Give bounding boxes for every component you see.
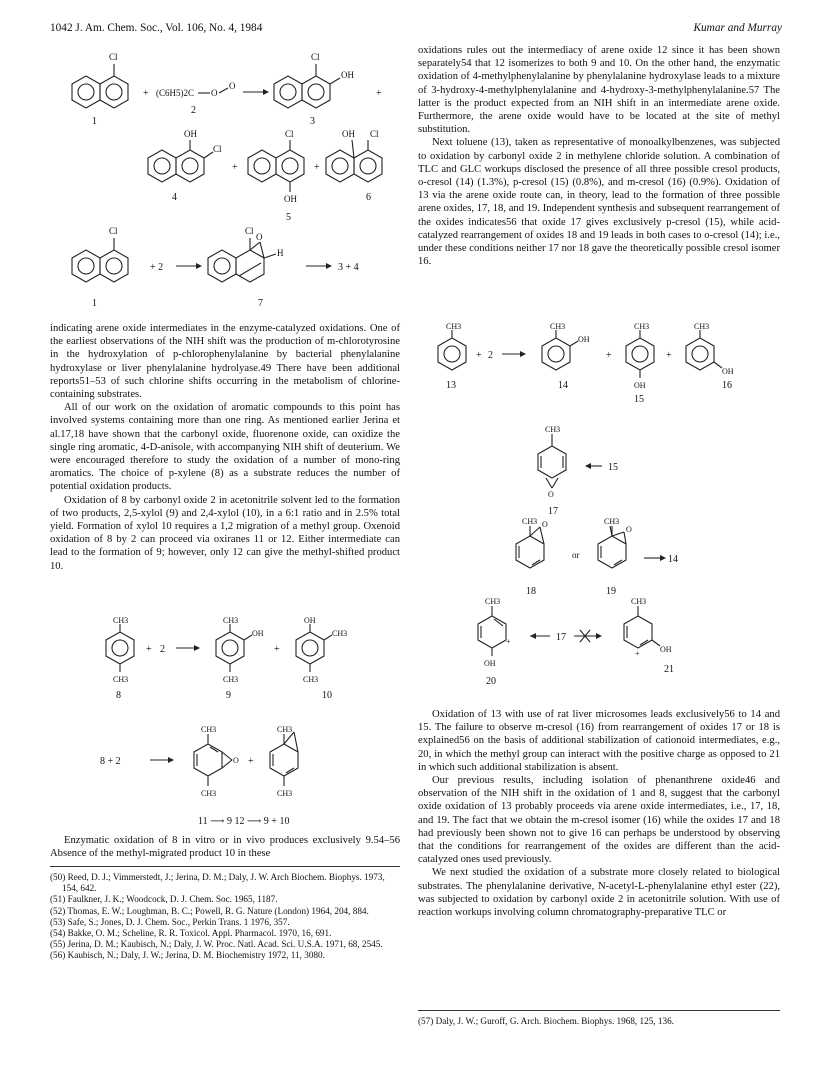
molecule-13 bbox=[438, 330, 466, 370]
plus: + bbox=[248, 756, 254, 767]
ch3-label: CH3 bbox=[223, 616, 239, 625]
cl-label: Cl bbox=[285, 129, 294, 139]
label-1: 1 bbox=[92, 116, 97, 127]
label-6: 6 bbox=[366, 192, 371, 203]
label-3: 3 bbox=[310, 116, 315, 127]
ch3-label: CH3 bbox=[277, 725, 293, 734]
ch3-label: CH3 bbox=[277, 789, 293, 798]
ch3-label: CH3 bbox=[332, 629, 348, 638]
label-13: 13 bbox=[446, 380, 456, 391]
reference: (50) Reed, D. J.; Vimmerstedt, J.; Jerina, D. M.; Daly, J. W. Arch Biochem. Biophys. 1973, 154, 642. bbox=[50, 872, 385, 894]
oh-label: OH bbox=[578, 335, 590, 344]
paragraph: oxidations rules out the intermediacy of arene oxide 12 since it has been shown separately54 that 12 isomerizes to both 9 and 10. On the other hand, the enzymatic oxidation of 4-methylphenylalanine by phenylalanine hydroxylase leads to a mixture of 3-hydroxy-4-methylphenylalanine and 4-hydroxy-3-methylphenylalanine.57 The latter is the product expected from an NIH shift in an intermediate arene oxide. Furthermore, the arene oxide would have to be located at the site of methyl substitution. bbox=[418, 45, 780, 136]
molecule-10 bbox=[296, 624, 332, 672]
label-2: 2 bbox=[191, 105, 196, 116]
molecule-11 bbox=[194, 734, 232, 786]
label-21: 21 bbox=[664, 664, 674, 675]
left-column-body-2 bbox=[50, 834, 400, 860]
scheme-3-svg bbox=[420, 322, 780, 700]
molecule-18 bbox=[516, 526, 544, 568]
paragraph: Enzymatic oxidation of 8 in vitro or in vivo produces exclusively 9.54–56 Absence of the methyl-migrated product 10 in these bbox=[50, 835, 400, 860]
plus: + bbox=[476, 350, 482, 361]
oh-label: OH bbox=[484, 659, 496, 668]
molecule-21 bbox=[624, 606, 660, 648]
o-label: O bbox=[542, 520, 548, 529]
label-20: 20 bbox=[486, 676, 496, 687]
scheme-xylene-oxidation bbox=[80, 616, 380, 834]
plus: + bbox=[274, 644, 280, 655]
svg-text:2: 2 bbox=[160, 644, 165, 655]
o-label: O bbox=[548, 490, 554, 499]
label-7: 7 bbox=[258, 298, 263, 309]
ch3-label: CH3 bbox=[604, 517, 620, 526]
reference: (51) Faulkner, J. K.; Woodcock, D. J. Chem. Soc. 1965, 1187. bbox=[50, 894, 278, 905]
charge-plus: + bbox=[506, 637, 511, 646]
plus: + bbox=[146, 644, 152, 655]
footnote-rule bbox=[50, 866, 400, 867]
o-label: O bbox=[211, 88, 218, 98]
o-label: O bbox=[256, 232, 263, 242]
label-9: 9 bbox=[226, 690, 231, 701]
molecule-7 bbox=[208, 238, 276, 282]
cl-label: Cl bbox=[370, 129, 379, 139]
molecule-15 bbox=[626, 330, 654, 378]
molecule-14 bbox=[542, 330, 578, 370]
oh-label: OH bbox=[341, 70, 354, 80]
oh-label: OH bbox=[284, 194, 297, 204]
molecule-20 bbox=[478, 606, 506, 656]
o-label: O bbox=[233, 756, 239, 765]
reference: (54) Bakke, O. M.; Scheline, R. R. Toxicol. Appl. Pharmacol. 1970, 16, 691. bbox=[50, 928, 332, 939]
label-1b: 1 bbox=[92, 298, 97, 309]
molecule-1 bbox=[72, 64, 128, 108]
oh-label: OH bbox=[634, 381, 646, 390]
ch3-label: CH3 bbox=[550, 322, 566, 331]
oh-label: OH bbox=[184, 129, 197, 139]
label-10: 10 bbox=[322, 690, 332, 701]
plus: + bbox=[376, 88, 382, 99]
label-14: 14 bbox=[558, 380, 568, 391]
label-17: 17 bbox=[548, 506, 558, 517]
paragraph: We next studied the oxidation of a substrate more closely related to biological substrates. The phenylalanine derivative, N-acetyl-L-phenylalanine ethyl ester (22), was subjected to oxidation by carbonyl oxide 2 in acetonitrile solution. With use of reaction workups involving column chromatography-preparative TLC or bbox=[418, 867, 780, 919]
molecule-3 bbox=[274, 64, 340, 108]
o-label: O bbox=[626, 525, 632, 534]
footnotes-left bbox=[50, 872, 400, 962]
reference: (55) Jerina, D. M.; Kaubisch, N.; Daly, J. W. Proc. Natl. Acad. Sci. U.S.A. 1971, 68, 2545. bbox=[50, 939, 383, 950]
ch3-label: CH3 bbox=[545, 425, 561, 434]
molecule-9 bbox=[216, 624, 252, 672]
molecule-12 bbox=[270, 732, 298, 786]
oh-label: OH bbox=[304, 616, 316, 625]
reference: (56) Kaubisch, N.; Daly, J. W.; Jerina, D. M. Biochemistry 1972, 11, 3080. bbox=[50, 950, 325, 961]
ch3-label: CH3 bbox=[522, 517, 538, 526]
scheme-2-svg bbox=[80, 616, 380, 834]
label-16: 16 bbox=[722, 380, 732, 391]
reference: (52) Thomas, E. W.; Loughman, B. C.; Powell, R. G. Nature (London) 1964, 204, 884. bbox=[50, 905, 369, 916]
label-4: 4 bbox=[172, 192, 177, 203]
paragraph: Oxidation of 13 with use of rat liver microsomes leads exclusively56 to 14 and 15. The failure to observe m-cresol (16) from rearrangement of oxides 17 or 18 is explained56 on the basis of additional stabilization of cationoid intermediates, e.g., 20, in which the methyl group can interact with the positive charge as opposed to 21 in which such additional stabilization is absent. bbox=[418, 709, 780, 773]
right-column-body-1 bbox=[418, 44, 780, 268]
paragraph: Next toluene (13), taken as representative of monoalkylbenzenes, was subjected to oxidation by carbonyl oxide 2 in methylene chloride solution. A combination of TLC and GLC workups disclosed the presence of all three possible cresol products, o-cresol (14) (1.3%), p-cresol (15) (0.8%), and m-cresol (16) (0.9%). Oxidation of 13 via the arene oxide route can, in theory, lead to the formation of three possible arene oxides, 17, 18, and 19. Independent synthesis and subsequent rearrangement of the oxides indicates56 that oxide 17 gives exclusively p-cresol (15), while acid-catalyzed rearrangement of oxides 18 and 19 leads in both cases to o-cresol (14); i.e., under these conditions neither 17 nor 18 gave the theoretically possible cresol isomer 16. bbox=[418, 137, 780, 268]
reference: (57) Daly, J. W.; Guroff, G. Arch. Biochem. Biophys. 1968, 125, 136. bbox=[418, 1016, 674, 1026]
ch3-label: CH3 bbox=[631, 597, 647, 606]
left-column-body-1 bbox=[50, 322, 400, 573]
product-14: 14 bbox=[668, 554, 678, 565]
oh-label: OH bbox=[252, 629, 264, 638]
molecule-16 bbox=[686, 330, 722, 370]
label-18: 18 bbox=[526, 586, 536, 597]
scheme-naphthalene-oxidation bbox=[48, 44, 398, 322]
charge-plus: + bbox=[635, 649, 640, 658]
h-label: H bbox=[277, 248, 284, 258]
plus: + bbox=[666, 350, 672, 361]
oh-label: OH bbox=[660, 645, 672, 654]
ch3-label: CH3 bbox=[485, 597, 501, 606]
molecule-17 bbox=[538, 434, 566, 488]
paragraph: Oxidation of 8 by carbonyl oxide 2 in acetonitrile solvent led to the formation of two products, 2,5-xylol (9) and 2,4-xylol (10), in a 6:1 ratio and in 2.5% total yield. Formation of xylol 10 requires a 1,2 migration of a methyl group. Oxenoid oxidation of 8 by 2 can proceed via oxiranes 11 or 12. Either intermediate can lead to the formation of 9; however, only 12 can give the methyl-shifted product 10. bbox=[50, 494, 400, 572]
rearrangement-paths: 11 ⟶ 9 12 ⟶ 9 + 10 bbox=[198, 816, 290, 827]
cl-label: Cl bbox=[109, 226, 118, 236]
or-label: or bbox=[572, 550, 580, 560]
cl-label: Cl bbox=[245, 226, 254, 236]
footnote-rule bbox=[418, 1010, 780, 1011]
oh-label: OH bbox=[722, 367, 734, 376]
scheme-toluene-oxidation bbox=[420, 322, 780, 700]
reference: (53) Safe, S.; Jones, D. J. Chem. Soc., Perkin Trans. 1 1976, 357. bbox=[50, 916, 290, 927]
ch3-label: CH3 bbox=[303, 675, 319, 684]
product-15: 15 bbox=[608, 462, 618, 473]
ph2c-label: (C6H5)2C bbox=[156, 88, 194, 98]
molecule-1b bbox=[72, 238, 128, 282]
molecule-6 bbox=[326, 140, 382, 182]
oh-label: OH bbox=[342, 129, 355, 139]
ch3-label: CH3 bbox=[113, 675, 129, 684]
cl-label: Cl bbox=[109, 52, 118, 62]
plus: + bbox=[143, 88, 149, 99]
label-15: 15 bbox=[634, 394, 644, 405]
ch3-label: CH3 bbox=[694, 322, 710, 331]
ch3-label: CH3 bbox=[201, 789, 217, 798]
cl-label: Cl bbox=[311, 52, 320, 62]
reaction-products: 3 + 4 bbox=[338, 262, 359, 273]
molecule-4 bbox=[148, 140, 213, 182]
running-header bbox=[50, 22, 782, 38]
ch3-label: CH3 bbox=[634, 322, 650, 331]
molecule-19 bbox=[598, 526, 626, 568]
molecule-5 bbox=[248, 140, 304, 192]
authors: Kumar and Murray bbox=[693, 22, 782, 34]
molecule-8 bbox=[106, 624, 134, 672]
label-8: 8 bbox=[116, 690, 121, 701]
footnotes-right bbox=[418, 1016, 780, 1027]
right-column-body-2 bbox=[418, 708, 780, 919]
ch3-label: CH3 bbox=[446, 322, 462, 331]
paragraph: indicating arene oxide intermediates in the enzyme-catalyzed oxidations. One of the earliest observations of the NIH shift was the production of m-chlorotyrosine in the hydroxylation of p-chlorophenylalanine by bacterial phenylalanine hydroxylase or liver phenylalanine hydrolyase.49 There have been additional reports51–53 of such chlorine shifts occurring in the metabolism of chlorine-containing substrates. bbox=[50, 323, 400, 401]
ch3-label: CH3 bbox=[201, 725, 217, 734]
paragraph: All of our work on the oxidation of aromatic compounds to this point has involved systems containing more than one ring. As mentioned earlier Jerina et al.17,18 have shown that the carbonyl oxide, fluorenone oxide, can oxidize the single ring aromatic, 4-D-anisole, with accompanying NIH shift of deuterium. We were encouraged therefore to study the oxidation of a number of mono-ring aromatics. The choice of p-xylene (8) as a substrate reduces the number of potential oxidation products. bbox=[50, 402, 400, 493]
journal-citation: 1042 J. Am. Chem. Soc., Vol. 106, No. 4, 1984 bbox=[50, 22, 263, 34]
o-label: O bbox=[229, 81, 236, 91]
ch3-label: CH3 bbox=[113, 616, 129, 625]
paragraph: Our previous results, including isolation of phenanthrene oxide46 and observation of the NIH shift in the oxidation of 1 and 8, suggest that the carbonyl oxide oxidation of 13 probably proceeds via arene oxide intermediates, i.e., 17, 18, and 19. The fact that we obtain the m-cresol isomer (16) while the oxides 17 and 18 had previously been shown not to give 16 can perhaps be understood by observing that the conditions for rearrangement of the oxides are different than the acid-catalyzed ones used previously. bbox=[418, 775, 780, 866]
label-5: 5 bbox=[286, 212, 291, 223]
intermediate-17: 17 bbox=[556, 632, 566, 643]
reactants: 8 + 2 bbox=[100, 756, 121, 767]
label-19: 19 bbox=[606, 586, 616, 597]
plus: + bbox=[606, 350, 612, 361]
plus: + bbox=[232, 162, 238, 173]
plus: + bbox=[314, 162, 320, 173]
scheme-1-svg bbox=[48, 44, 398, 322]
ch3-label: CH3 bbox=[223, 675, 239, 684]
svg-text:2: 2 bbox=[488, 350, 493, 361]
plus-two: + 2 bbox=[150, 262, 164, 273]
cl-label: Cl bbox=[213, 144, 222, 154]
